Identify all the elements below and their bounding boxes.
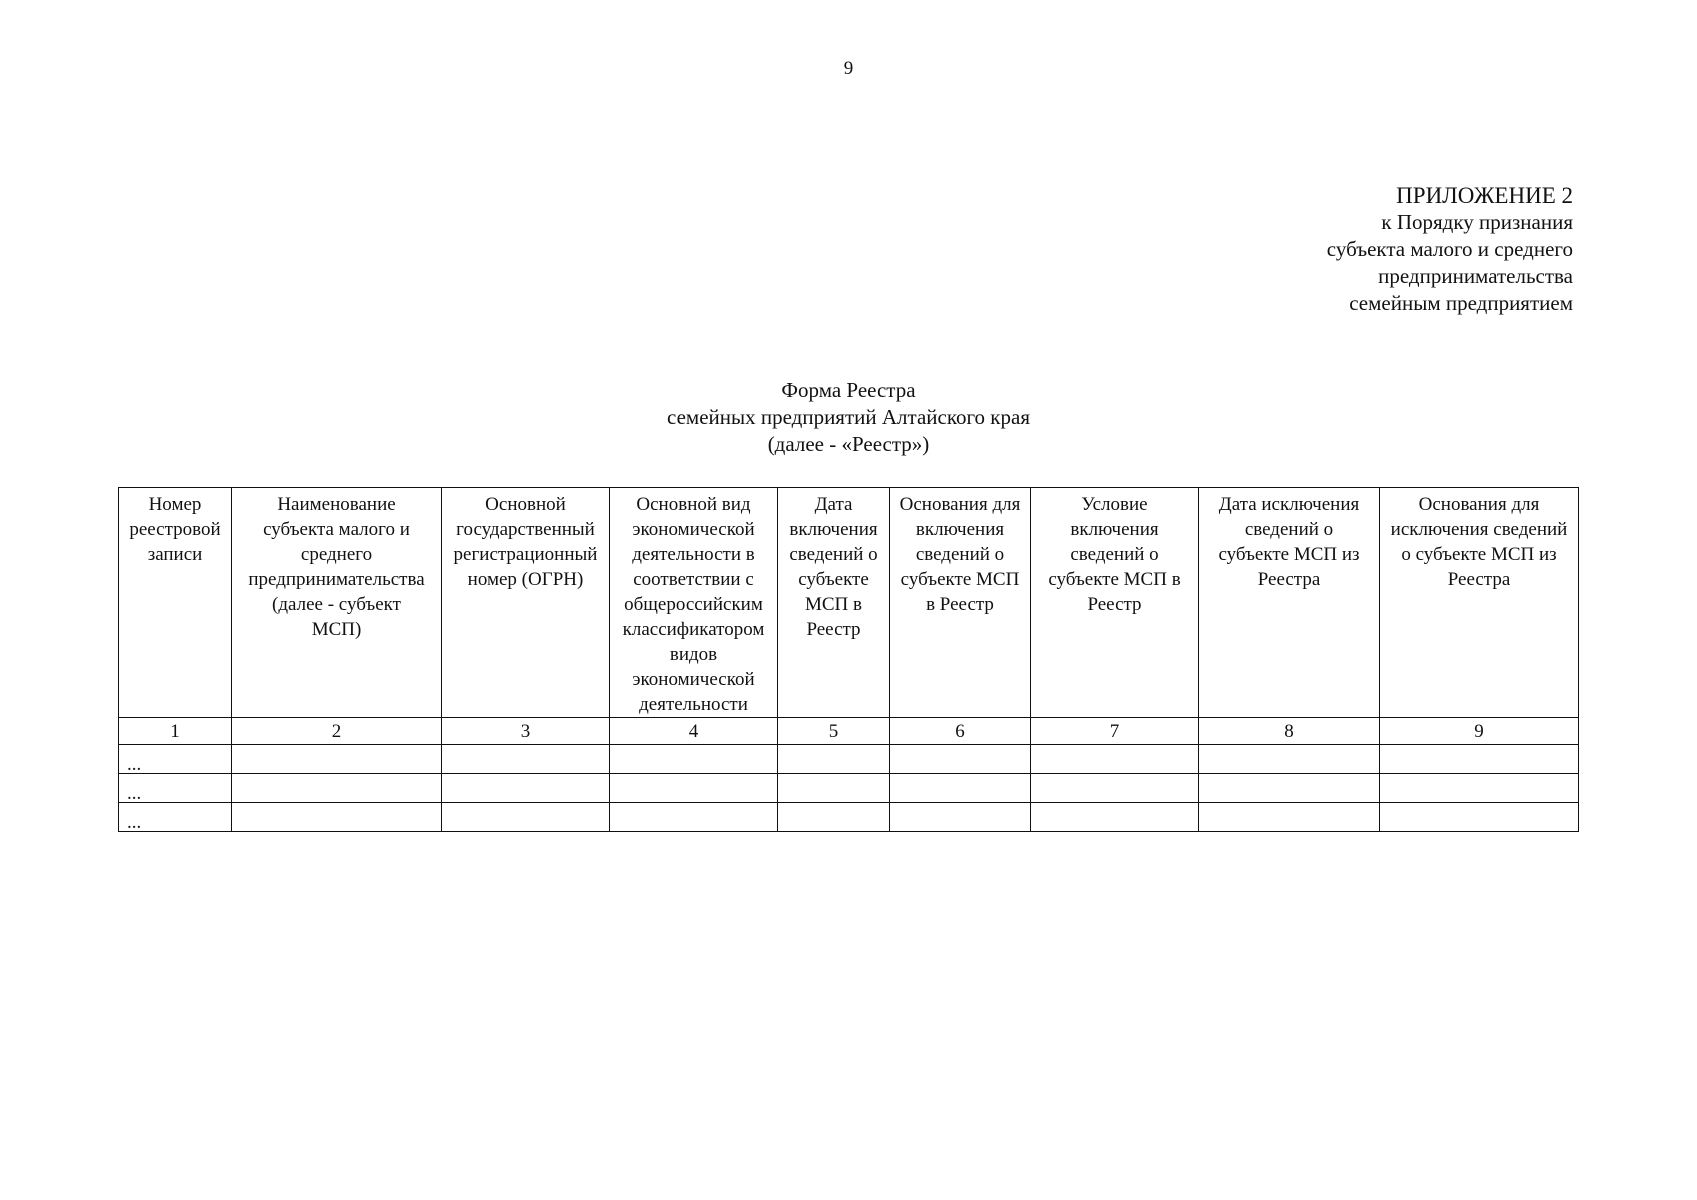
appendix-block (1327, 182, 1573, 317)
column-header (119, 488, 232, 718)
column-header (890, 488, 1031, 718)
table-cell (610, 774, 778, 803)
table-cell (232, 774, 442, 803)
table-cell (1199, 774, 1380, 803)
table-cell: ... (119, 774, 232, 803)
column-header-line: субъекте МСП в (1048, 569, 1181, 590)
form-title (0, 377, 1697, 458)
column-header-line: Реестр (806, 619, 861, 640)
column-header-line: записи (147, 544, 203, 565)
column-number: 3 (442, 718, 610, 745)
table-cell (1199, 803, 1380, 832)
table-cell (1031, 745, 1199, 774)
column-header-line: экономической (632, 669, 755, 690)
column-number: 1 (119, 718, 232, 745)
column-number: 2 (232, 718, 442, 745)
column-header-line: субъекте МСП (900, 569, 1020, 590)
column-header-line: МСП в (804, 594, 862, 615)
appendix-line: субъекта малого и среднего (1326, 237, 1573, 261)
column-header-line: номер (ОГРН) (467, 569, 584, 590)
table-cell (232, 803, 442, 832)
column-header (1199, 488, 1380, 718)
table-cell (890, 745, 1031, 774)
column-header-line: субъекте (798, 569, 869, 590)
column-header-line: включения (1070, 519, 1159, 540)
table-cell (610, 803, 778, 832)
header-row (119, 488, 1579, 718)
column-header-line: сведений о (1244, 519, 1334, 540)
table-cell (890, 774, 1031, 803)
column-header-line: видов (669, 644, 718, 665)
table-cell (1380, 745, 1579, 774)
column-header-line: государственный (456, 519, 595, 540)
appendix-line: предпринимательства (1378, 264, 1573, 288)
column-header-line: Реестра (1447, 569, 1511, 590)
column-header (778, 488, 890, 718)
appendix-line: к Порядку признания (1381, 210, 1573, 234)
column-header-line: Основания для (899, 494, 1021, 515)
column-header-line: предпринимательства (248, 569, 425, 590)
column-header-line: МСП) (311, 619, 362, 640)
column-header-line: Реестра (1257, 569, 1321, 590)
column-header (1031, 488, 1199, 718)
table-cell (1031, 803, 1199, 832)
column-header-line: общероссийским (624, 594, 763, 615)
table-cell (1199, 745, 1380, 774)
column-header-line: исключения сведений (1390, 519, 1568, 540)
table-cell (1031, 774, 1199, 803)
form-title-line: семейных предприятий Алтайского края (667, 405, 1030, 429)
table-cell (890, 803, 1031, 832)
column-header-line: реестровой (129, 519, 221, 540)
column-header-line: Основной вид (636, 494, 751, 515)
column-header-line: Основания для (1418, 494, 1540, 515)
column-header-line: соответствии с (633, 569, 754, 590)
column-header-line: о субъекте МСП из (1401, 544, 1557, 565)
column-header-line: экономической (632, 519, 755, 540)
page-number: 9 (843, 58, 854, 79)
column-header-line: Основной (485, 494, 566, 515)
table-row (119, 774, 1579, 803)
appendix-line: семейным предприятием (1349, 291, 1573, 315)
column-header-line: субъекта малого и (263, 519, 410, 540)
column-header-line: Номер (148, 494, 202, 515)
form-title-line: (далее - «Реестр») (767, 432, 930, 456)
registry-table (118, 487, 1579, 832)
column-header-line: классификатором (622, 619, 765, 640)
table-cell: ... (119, 745, 232, 774)
column-header-line: сведений о (1070, 544, 1159, 565)
column-header-line: включения (789, 519, 878, 540)
column-header-line: Дата исключения (1218, 494, 1360, 515)
table-cell (778, 745, 890, 774)
column-number: 6 (890, 718, 1031, 745)
column-header-line: Наименование (277, 494, 396, 515)
column-header-line: включения (915, 519, 1005, 540)
column-number: 8 (1199, 718, 1380, 745)
column-header (1380, 488, 1579, 718)
column-header-line: в Реестр (926, 594, 994, 615)
column-header-line: субъекте МСП из (1218, 544, 1360, 565)
table-cell (1380, 774, 1579, 803)
column-header-line: Реестр (1087, 594, 1142, 615)
table-row (119, 803, 1579, 832)
table-cell (442, 803, 610, 832)
column-header-line: среднего (300, 544, 373, 565)
column-header-line: деятельности в (632, 544, 755, 565)
table-cell (778, 774, 890, 803)
column-header-line: деятельности (639, 694, 748, 715)
table-cell (610, 745, 778, 774)
table-cell (232, 745, 442, 774)
column-header-line: сведений о (789, 544, 878, 565)
column-number: 9 (1380, 718, 1579, 745)
appendix-heading: ПРИЛОЖЕНИЕ 2 (1396, 183, 1573, 208)
table-cell (442, 745, 610, 774)
column-header-line: сведений о (915, 544, 1005, 565)
form-title-line: Форма Реестра (781, 378, 916, 402)
table-cell (1380, 803, 1579, 832)
table-cell: ... (119, 803, 232, 832)
column-header-line: Условие (1081, 494, 1148, 515)
column-number: 7 (1031, 718, 1199, 745)
table-row (119, 745, 1579, 774)
table-cell (778, 803, 890, 832)
column-number: 4 (610, 718, 778, 745)
column-header-line: Дата (814, 494, 853, 515)
column-numbers-row (119, 718, 1579, 745)
column-header-line: регистрационный (453, 544, 598, 565)
column-header-line: (далее - субъект (272, 594, 401, 615)
column-header (610, 488, 778, 718)
column-header (442, 488, 610, 718)
column-header (232, 488, 442, 718)
table-cell (442, 774, 610, 803)
column-number: 5 (778, 718, 890, 745)
